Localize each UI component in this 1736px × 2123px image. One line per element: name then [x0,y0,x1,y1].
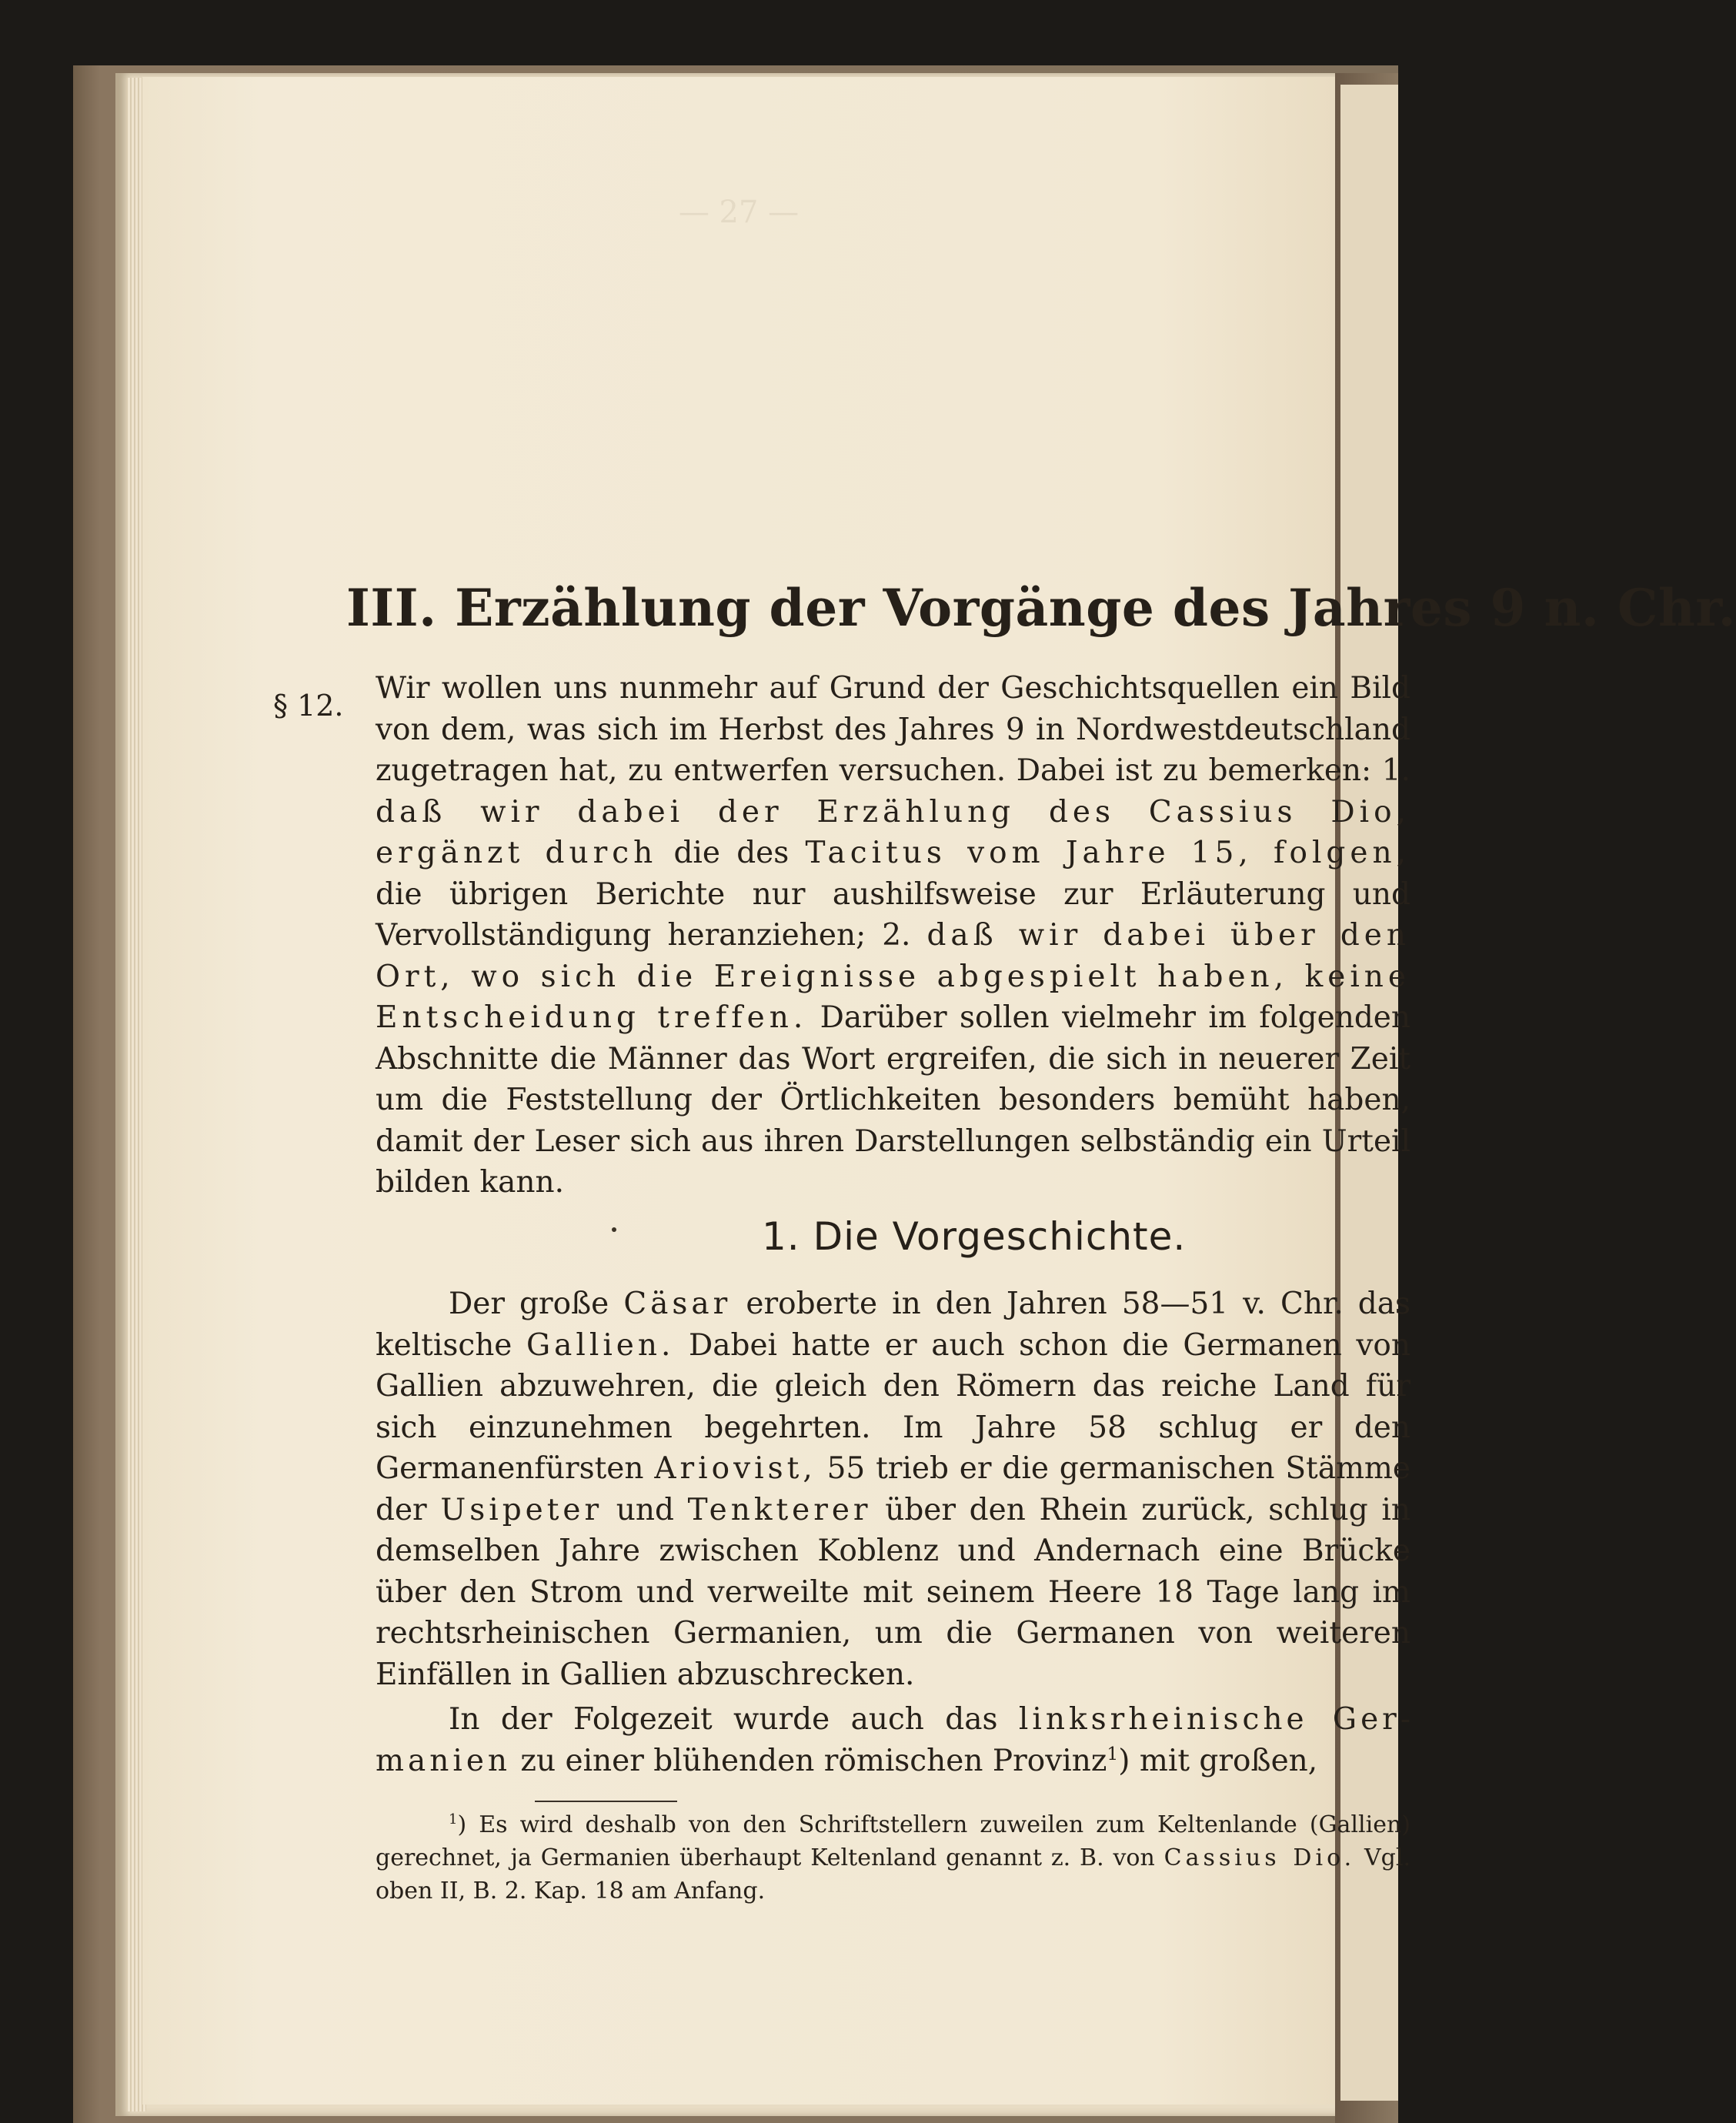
p3-d: ) mit großen, [1118,1743,1318,1778]
fn-a: ) Es wird deshalb von den Schriftstellern zuweilen zum Keltenlande (Gallien) gerechnet, ja Germanien überhaupt Keltenland genannt z. B. von [376,1811,1410,1871]
footnote-mark: 1 [449,1811,458,1828]
p2-c: eroberte in den Jahren 58—51 v. Chr. das keltische [376,1287,1410,1363]
p2-i: und [603,1492,688,1527]
p3-c: zu einer blühenden römischen Provinz [511,1743,1107,1778]
footnote-reference: 1 [1107,1742,1119,1764]
p2-gallien: Gallien. [526,1327,675,1363]
p1-spaced-2: Tacitus vom Jahre 15, folgen, [805,836,1410,870]
p2-g: 55 trieb er die germanischen Stämme der [376,1451,1410,1527]
section-number: § 12. [273,689,344,723]
p2-a: Der große [449,1287,624,1321]
p3-a: In der Folgezeit wurde auch das [449,1702,1019,1737]
p2-tenkterer: Tenkterer [687,1492,872,1527]
fn-cassius: Cassius Dio. [1163,1844,1356,1871]
p2-usipeter: Usipeter [440,1492,603,1527]
paragraph-1 [376,668,1410,1203]
bleed-through-text: — 27 — [678,195,800,230]
p1-spaced-1: daß wir dabei der Erzählung des Cassius Dio, ergänzt durch [376,794,1410,870]
p2-caesar: Cäsar [623,1287,732,1321]
paragraph-2 [376,1283,1410,1695]
p2-k: über den Rhein zurück, schlug in demselben Jahre zwischen Koblenz und Andernach eine Brücke über den Strom und verweilte mit seinem Heere 18 Tage lang im rechtsrheinischen Germanien, um die Germanen von weiteren Einfällen in Gallien abzuschrecken. [376,1492,1410,1692]
page-content [142,77,1736,2105]
p1-text-1: Wir wollen uns nunmehr auf Grund der Geschichtsquellen ein Bild von dem, was sich im Herbst des Jahres 9 in Nordwestdeutschland zugetragen hat, zu entwerfen versuchen. Dabei ist zu bemerken: 1. [376,671,1410,788]
footnote [376,1808,1410,1908]
paragraph-3 [376,1699,1410,1781]
book-page [142,77,1736,2105]
fn-c: Vgl. oben II, B. 2. Kap. 18 am Anfang. [376,1844,1411,1904]
chapter-heading: III. Erzählung der Vorgänge des Jahres 9 n. Chr. [346,578,1736,638]
p1-text-2: die des [657,836,806,870]
footnote-rule [535,1801,677,1802]
p2-e: Dabei hatte er auch schon die Germanen von Gallien abzuwehren, die gleich den Römern das reiche Land für sich einzunehmen begehrten. Im Jahre 58 schlug er den Germanenfürsten [376,1327,1410,1486]
p1-text-4: Darüber sollen vielmehr im folgenden Abschnitte die Männer das Wort ergreifen, die sich in neuerer Zeit um die Feststellung der Örtlichkeiten besonders bemüht haben, damit der Leser sich aus ihren Darstellungen selbständig ein Urteil bilden kann. [376,1000,1410,1200]
p1-text-3: die übrigen Berichte nur aushilfsweise zur Erläuterung und Vervollständigung heranziehen; 2. [376,876,1410,953]
p3-spaced: linksrheinische Germanien [376,1702,1410,1778]
p1-spaced-3: daß wir dabei über den Ort, wo sich die Ereignisse abgespielt haben, keine Entscheidung treffen. [376,918,1411,1035]
p2-ariovist: Ariovist, [654,1451,816,1486]
subsection-heading: 1. Die Vorgeschichte. [762,1214,1187,1259]
ink-dot [612,1227,616,1232]
